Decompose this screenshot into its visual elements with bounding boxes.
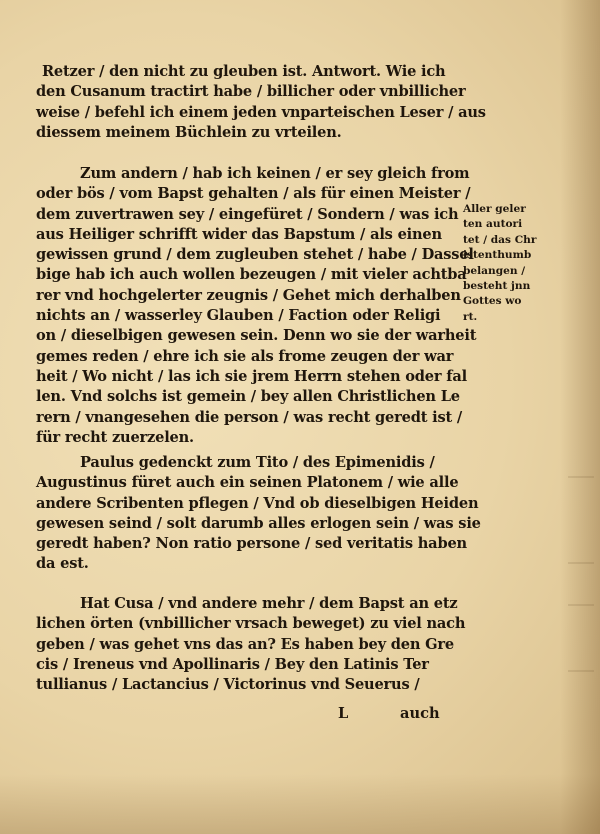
paragraph-zum-andern — [36, 164, 477, 448]
text-line: len. Vnd solchs ist gemein / bey allen Christlichen Le — [36, 388, 460, 406]
text-line: dem zuvertrawen sey / eingefüret / Sondern / was ich — [36, 205, 459, 223]
text-line: diessem meinem Büchlein zu vrteilen. — [36, 123, 342, 141]
text-line: gewesen seind / solt darumb alles erlogen sein / was sie — [36, 514, 481, 532]
margin-note-line: belangen / — [463, 264, 526, 277]
page-bottom-stain — [0, 774, 600, 834]
text-line: geredt haben? Non ratio persone / sed veritatis haben — [36, 535, 467, 553]
text-line: da est. — [36, 555, 89, 573]
catchword: auch — [400, 705, 440, 722]
text-line: rer vnd hochgelerter zeugnis / Gehet mich derhalben — [36, 286, 461, 304]
text-line: on / dieselbigen gewesen sein. Denn wo sie der warheit — [36, 327, 477, 345]
text-line: bige hab ich auch wollen bezeugen / mit vieler achtba — [36, 266, 467, 284]
text-line: Zum andern / hab ich keinen / er sey gleich from — [80, 165, 470, 182]
text-line: den Cusanum tractirt habe / billicher oder vnbillicher — [36, 83, 466, 101]
margin-note-line: ten autori — [463, 218, 523, 231]
text-line: Retzer / den nicht zu gleuben ist. Antwort. Wie ich — [42, 63, 446, 80]
text-line: Paulus gedenckt zum Tito / des Epimenidis / — [80, 454, 435, 471]
text-line: tullianus / Lactancius / Victorinus vnd Seuerus / — [36, 676, 420, 694]
text-line: geben / was gehet vns das an? Es haben bey den Gre — [36, 635, 454, 653]
margin-note-line: Gottes wo — [463, 295, 522, 308]
bleed-through-mark — [568, 604, 594, 606]
signature-mark: L — [338, 705, 349, 722]
bleed-through-mark — [568, 476, 594, 478]
margin-note — [463, 202, 543, 325]
margin-note-line: tet / das Chr — [463, 233, 537, 246]
bleed-through-mark — [568, 562, 594, 564]
text-line: rern / vnangesehen die person / was recht geredt ist / — [36, 408, 463, 426]
text-line: gemes reden / ehre ich sie als frome zeugen der war — [36, 347, 454, 365]
text-line: Augustinus füret auch ein seinen Platonem / wie alle — [36, 474, 459, 492]
text-line: für recht zuerzelen. — [36, 428, 194, 446]
text-line: heit / Wo nicht / las ich sie jrem Herrn stehen oder fal — [36, 367, 467, 385]
margin-note-line: istenthumb — [463, 249, 532, 262]
text-line: cis / Ireneus vnd Apollinaris / Bey den Latinis Ter — [36, 655, 429, 673]
paragraph-paulus — [36, 453, 481, 575]
text-line: weise / befehl ich einem jeden vnparteischen Leser / aus — [36, 103, 486, 121]
paragraph-cusa — [36, 594, 466, 695]
paragraph-antwort — [36, 62, 486, 143]
margin-note-line: besteht jnn — [463, 280, 531, 293]
text-line: lichen örten (vnbillicher vrsach beweget) zu viel nach — [36, 615, 466, 633]
margin-note-line: Aller geler — [463, 203, 526, 215]
text-line: andere Scribenten pflegen / Vnd ob dieselbigen Heiden — [36, 494, 479, 512]
text-line: aus Heiliger schrifft wider das Bapstum / als einen — [36, 225, 442, 243]
margin-note-line: rt. — [463, 310, 478, 323]
text-line: Hat Cusa / vnd andere mehr / dem Bapst an etz — [80, 595, 458, 612]
text-line: gewissen grund / dem zugleuben stehet / habe / Dassel — [36, 246, 474, 264]
bleed-through-mark — [568, 670, 594, 672]
page-edge-stain — [560, 0, 600, 834]
text-line: nichts an / wasserley Glauben / Faction oder Religi — [36, 307, 441, 325]
text-line: oder bös / vom Bapst gehalten / als für einen Meister / — [36, 185, 471, 203]
